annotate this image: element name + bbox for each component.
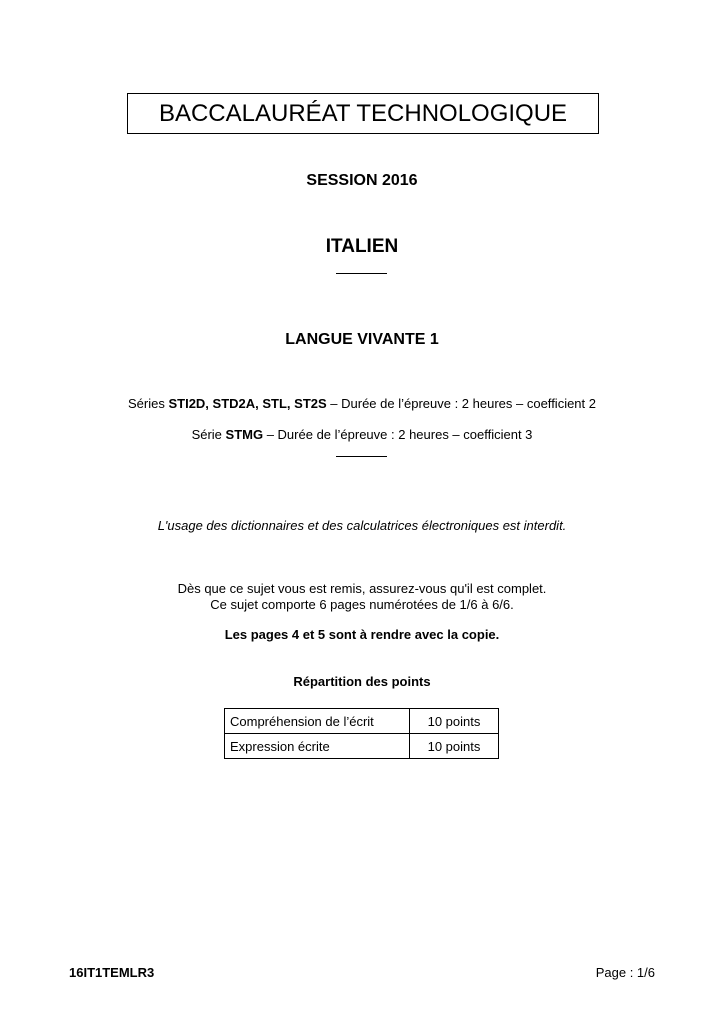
series-line-1 — [0, 396, 724, 411]
series-details: – Durée de l’épreuve : 2 heures – coefficient 2 — [326, 396, 596, 411]
points-value: 10 points — [410, 709, 499, 734]
instruction-page-count: Ce sujet comporte 6 pages numérotées de 1/6 à 6/6. — [210, 597, 514, 612]
series-line-2 — [0, 427, 724, 442]
document-code: 16IT1TEMLR3 — [69, 965, 155, 980]
exam-title: BACCALAURÉAT TECHNOLOGIQUE — [127, 93, 599, 134]
divider-rule — [336, 456, 387, 457]
series-prefix: Séries — [128, 396, 169, 411]
series-names: STI2D, STD2A, STL, ST2S — [168, 396, 327, 411]
pages-to-return: Les pages 4 et 5 sont à rendre avec la copie. — [224, 627, 500, 642]
session-label: SESSION 2016 — [306, 172, 418, 189]
divider-rule — [336, 273, 387, 274]
calculator-notice: L'usage des dictionnaires et des calculatrices électroniques est interdit. — [157, 518, 567, 533]
points-value: 10 points — [410, 734, 499, 759]
table-row — [225, 734, 499, 759]
table-row — [225, 709, 499, 734]
series-names: STMG — [225, 427, 264, 442]
points-label: Expression écrite — [225, 734, 410, 759]
points-table — [224, 708, 499, 759]
points-heading: Répartition des points — [293, 674, 431, 689]
points-label: Compréhension de l’écrit — [225, 709, 410, 734]
subject-title: ITALIEN — [325, 236, 399, 257]
series-details: – Durée de l’épreuve : 2 heures – coefficient 3 — [263, 427, 533, 442]
page-number: Page : 1/6 — [595, 965, 655, 980]
instruction-complete: Dès que ce sujet vous est remis, assurez-vous qu'il est complet. — [177, 581, 547, 596]
language-level: LANGUE VIVANTE 1 — [285, 331, 439, 348]
series-prefix: Série — [191, 427, 226, 442]
